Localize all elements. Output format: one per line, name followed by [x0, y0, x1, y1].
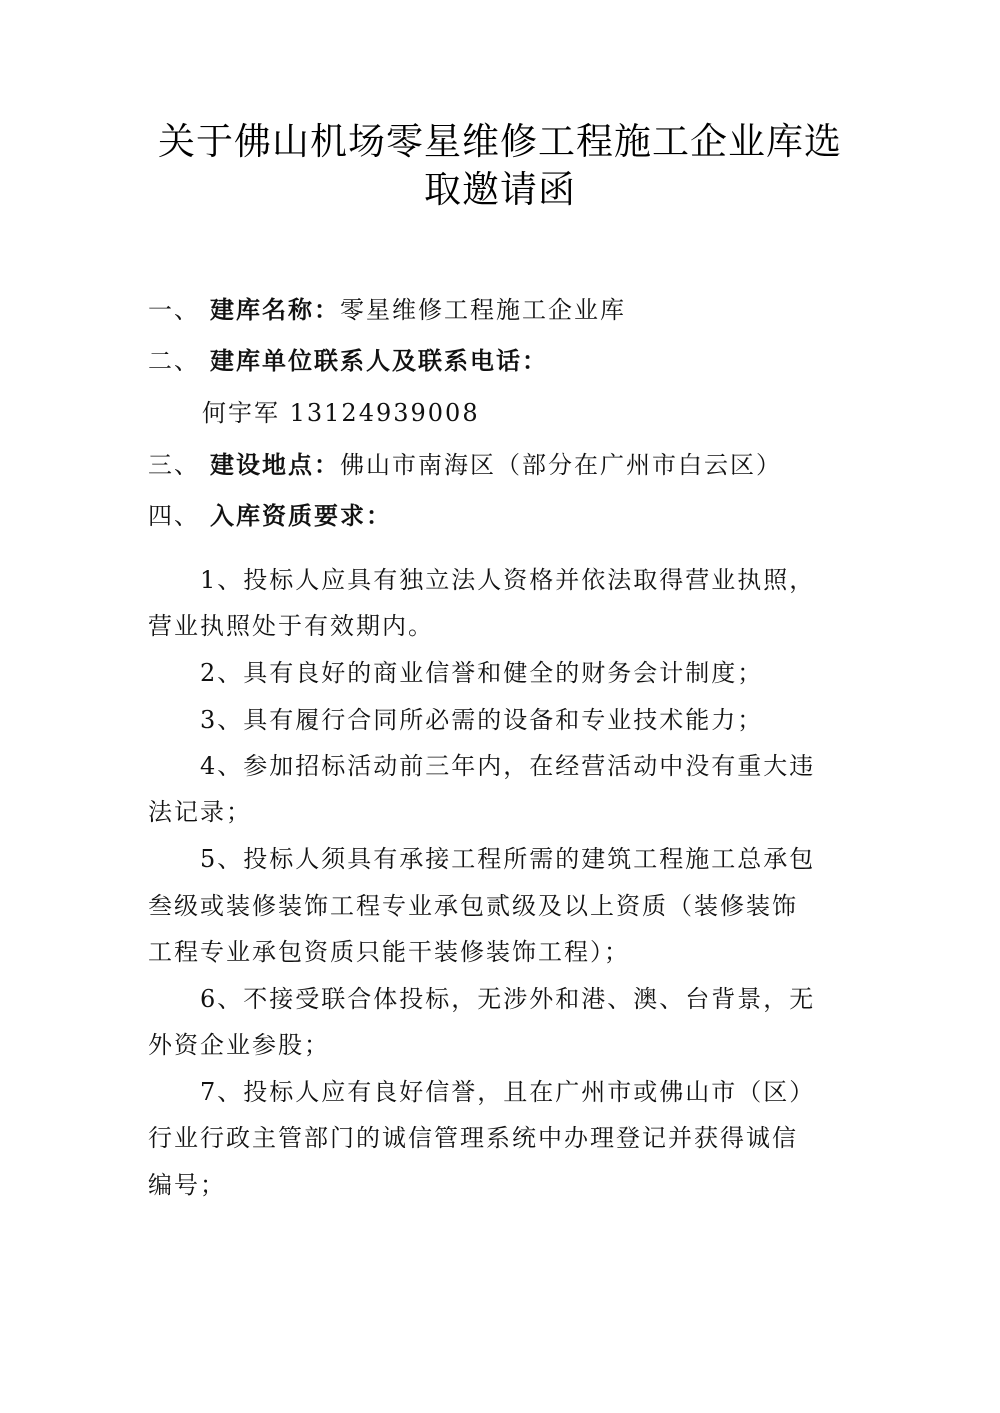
section-value: 零星维修工程施工企业库 — [340, 296, 626, 324]
requirement-5-line-1: 5、投标人须具有承接工程所需的建筑工程施工总承包 — [200, 845, 816, 873]
section-number: 四、 — [148, 502, 200, 530]
requirement-5-line-3: 工程专业承包资质只能干装修装饰工程）； — [148, 938, 630, 966]
section-3 — [148, 448, 782, 482]
requirement-3: 3、具有履行合同所必需的设备和专业技术能力； — [200, 706, 764, 734]
section-number: 二、 — [148, 347, 200, 375]
section-4 — [148, 499, 392, 533]
section-label: 建库名称： — [210, 295, 340, 324]
section-1 — [148, 293, 626, 327]
requirement-7-line-1: 7、投标人应有良好信誉，且在广州市或佛山市（区） — [200, 1078, 816, 1106]
requirement-4-line-2: 法记录； — [148, 798, 252, 826]
requirement-6-line-2: 外资企业参股； — [148, 1031, 330, 1059]
requirement-1-line-2: 营业执照处于有效期内。 — [148, 612, 434, 640]
document-title-line-2: 取邀请函 — [424, 168, 576, 211]
requirement-1-line-1: 1、投标人应具有独立法人资格并依法取得营业执照， — [200, 566, 816, 594]
section-label: 建设地点： — [210, 450, 340, 479]
requirement-7-line-2: 行业行政主管部门的诚信管理系统中办理登记并获得诚信 — [148, 1124, 798, 1152]
section-value: 佛山市南海区（部分在广州市白云区） — [340, 451, 782, 479]
requirement-4-line-1: 4、参加招标活动前三年内，在经营活动中没有重大违 — [200, 752, 816, 780]
section-number: 三、 — [148, 451, 200, 479]
section-2 — [148, 344, 548, 378]
document-title-line-1: 关于佛山机场零星维修工程施工企业库选 — [158, 120, 842, 163]
requirement-7-line-3: 编号； — [148, 1171, 226, 1199]
section-number: 一、 — [148, 296, 200, 324]
requirement-2: 2、具有良好的商业信誉和健全的财务会计制度； — [200, 659, 764, 687]
section-label: 建库单位联系人及联系电话： — [210, 346, 548, 375]
requirement-5-line-2: 叁级或装修装饰工程专业承包贰级及以上资质（装修装饰 — [148, 892, 798, 920]
section-label: 入库资质要求： — [210, 501, 392, 530]
contact-person-phone: 何宇军 13124939008 — [202, 399, 480, 427]
requirement-6-line-1: 6、不接受联合体投标，无涉外和港、澳、台背景，无 — [200, 985, 816, 1013]
